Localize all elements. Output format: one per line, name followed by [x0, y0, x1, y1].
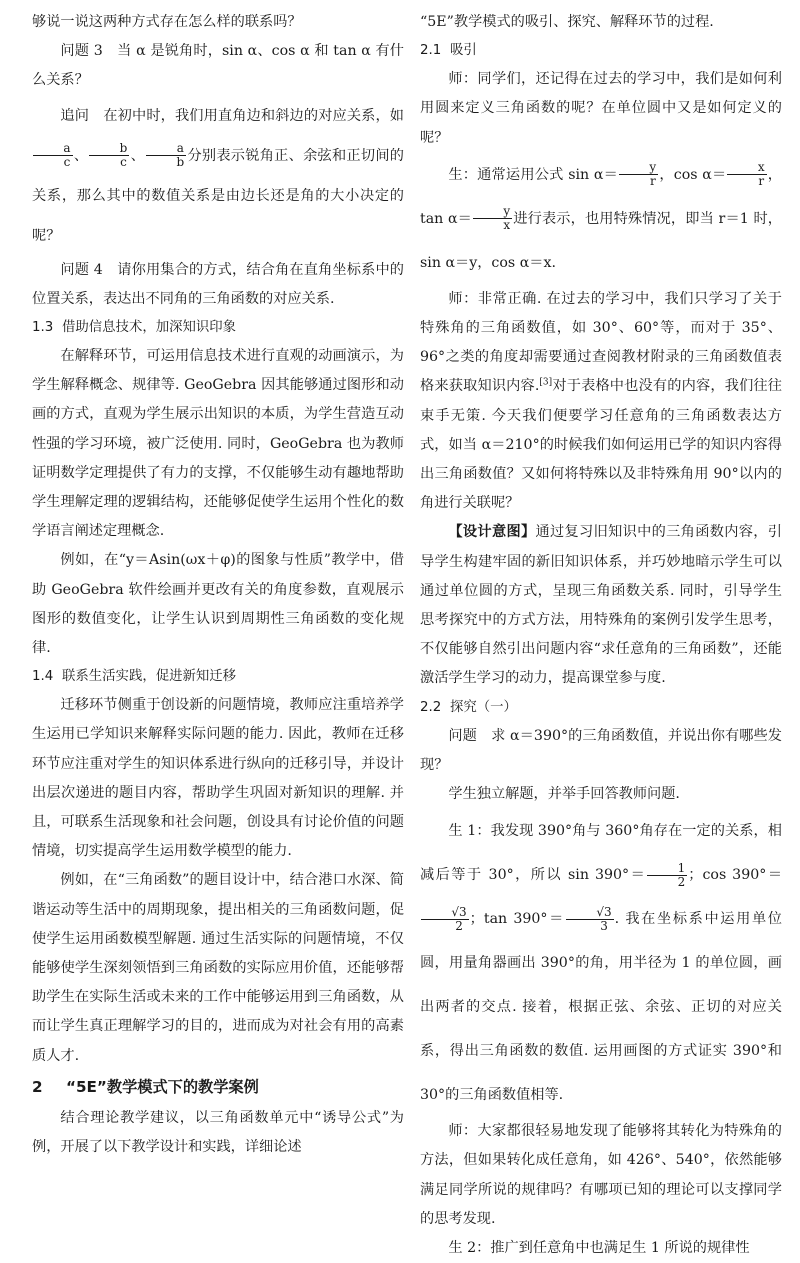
fraction-numerator: b: [89, 142, 129, 156]
fraction-numerator: √3: [421, 906, 469, 920]
answer-text: tan 390°＝: [483, 911, 565, 928]
paragraph-continued: 够说一说这两种方式存在怎么样的联系吗？: [32, 14, 302, 30]
design-intent-label: 【设计意图】: [448, 524, 536, 541]
subsection-1-3-heading: [32, 314, 404, 342]
remark-text: 对于表格中也没有的内容，我们往往束手无策. 今天我们便要学习任意角的三角函数表达方式，如当 α＝210°的时候我们如何运用已学的知识内容得出三角函数值？又如何将特殊以及非特殊角用 90°以内的角进行关联呢？: [420, 378, 782, 512]
student-1-answer: [420, 809, 782, 1117]
paragraph-1-4-b: 例如，在“三角函数”的题目设计中，结合港口水深、简谐运动等生活中的周期现象，提出相关的三角函数问题，促使学生运用函数模型解题. 通过生活实际的问题情境，不仅能够使学生深刻领悟到三角函数的实际应用价值，还能够帮助学生在实际生活或未来的工作中能够运用到三角函数，从而让学生真正理解学习的目的，进而成为对社会有用的高素质人才.: [32, 872, 404, 1064]
fraction-denominator: 2: [455, 918, 463, 933]
fraction-x-over-r: [727, 161, 766, 188]
fraction-root3-over-2: [421, 906, 469, 933]
subsection-title: 吸引: [450, 43, 477, 59]
fraction-numerator: √3: [566, 906, 614, 920]
answer-text: 进行表示，也用特殊情况，即当 r＝1 时，sin α＝y，cos α＝x.: [420, 210, 782, 271]
design-intent: [420, 518, 782, 693]
fraction-numerator: y: [473, 205, 512, 219]
subsection-2-1-heading: [420, 37, 782, 65]
design-intent-text: 通过复习旧知识中的三角函数内容，引导学生构建牢固的新旧知识体系，并巧妙地暗示学生可以通过单位圆的方式，呈现三角函数关系. 同时，引导学生思考探究中的方式方法，用特殊角的案例引发学生思考，不仅能够自然引出问题内容“求任意角的三角函数”，还能激活学生学习的动力，提高课堂参与度.: [420, 524, 782, 687]
subsection-title: 探究（一）: [450, 699, 517, 715]
follow-up-text-1: 追问 在初中时，我们用直角边和斜边的对应关系，如: [60, 107, 404, 124]
fraction-numerator: a: [33, 142, 73, 156]
question-3: 问题 3 当 α 是锐角时，sin α、cos α 和 tan α 有什么关系？: [32, 43, 404, 89]
fraction-denominator: b: [176, 155, 185, 170]
paragraph-1-3-b: 例如，在“y＝Asin(ωx＋φ)的图象与性质”教学中，借助 GeoGebra 软件绘画并更改有关的角度参数，直观展示图形的数值变化，让学生认识到周期性三角函数的变化规律.: [32, 552, 404, 657]
follow-up-question: [32, 96, 404, 256]
fraction-numerator: x: [727, 161, 766, 175]
section-number: 2: [32, 1077, 43, 1096]
subsection-number: 1.4: [32, 669, 54, 685]
separator: 、: [130, 147, 146, 164]
student-2-answer: 生 2：推广到任意角中也满足生 1 所说的规律性: [448, 1240, 750, 1257]
student-answer-definitions: [420, 153, 782, 285]
subsection-title: 借助信息技术，加深知识印象: [62, 320, 237, 336]
follow-up-text-2: 分别表示锐角正、余弦和正切间的关系，那么其中的数值关系是由边长还是角的大小决定的呢？: [32, 147, 404, 244]
paragraph-2-intro: 结合理论教学建议，以三角函数单元中“诱导公式”为例，开展了以下教学设计和实践，详细论述: [32, 1109, 404, 1156]
subsection-title: 联系生活实践，促进新知迁移: [62, 669, 237, 685]
answer-text: ；: [469, 911, 484, 928]
answer-text: . 我在坐标系中运用单位圆，用量角器画出 390°的角，用半径为 1 的单位圆，画出两者的交点. 接着，根据正弦、余弦、正切的对应关系，得出三角函数的数值. 运用画图的方式证实 390°和 30°的三角函数值相等.: [420, 911, 782, 1104]
answer-text: ；cos 390°＝: [688, 867, 783, 884]
fraction-y-over-r: [619, 161, 658, 188]
right-column: [420, 8, 782, 1263]
answer-text: ，cos α＝: [659, 166, 727, 183]
fraction-numerator: a: [146, 142, 186, 156]
fraction-denominator: r: [649, 174, 656, 189]
fraction-denominator: c: [63, 155, 71, 170]
left-column: [32, 8, 404, 1162]
paragraph-continued: “5E”教学模式的吸引、探究、解释环节的过程.: [420, 14, 714, 30]
answer-text: ，tan α＝: [420, 166, 782, 227]
question-4: 问题 4 请你用集合的方式，结合角在直角坐标系中的位置关系，表达出不同角的三角函数的对应关系.: [32, 261, 404, 307]
answer-text: 生：通常运用公式 sin α＝: [448, 166, 619, 183]
subsection-1-4-heading: [32, 663, 404, 691]
paragraph-1-3-a: 在解释环节，可运用信息技术进行直观的动画演示，为学生解释概念、规律等. GeoGebra 因其能够通过图形和动画的方式，直观为学生展示出知识的本质，为学生营造互动性强的学习环境，被广泛使用. 同时，GeoGebra 也为教师证明数学定理提供了有力的支撑，不仅能够生动有趣地帮助学生理解定理的逻辑结构，还能够促使学生运用个性化的数学语言阐述定理概念.: [32, 348, 404, 540]
subsection-number: 2.2: [420, 699, 442, 715]
fraction-denominator: r: [758, 174, 765, 189]
solve-instruction: 学生独立解题，并举手回答教师问题.: [448, 786, 680, 803]
answer-text: 生 1：我发现 390°角与 360°角存在一定的关系，相减后等于 30°，所以 sin 390°＝: [420, 823, 782, 884]
section-title: “5E”教学模式下的教学案例: [66, 1077, 259, 1096]
fraction-numerator: 1: [647, 862, 687, 876]
fraction-1-over-2: [647, 862, 687, 889]
section-2-heading: [32, 1071, 404, 1104]
fraction-denominator: 2: [677, 874, 686, 889]
teacher-remark-2: [420, 285, 782, 519]
fraction-y-over-x: [473, 205, 512, 232]
fraction-a-over-b: [146, 142, 186, 169]
fraction-a-over-c: [33, 142, 73, 169]
remark-text: 师：非常正确. 在过去的学习中，我们只学习了关于特殊角的三角函数值，如 30°、60°等，而对于 35°、96°之类的角度却需要通过查阅教材附录的三角函数值表格来获取知识内容.: [420, 290, 782, 395]
subsection-number: 2.1: [420, 43, 442, 59]
fraction-root3-over-3: [566, 906, 614, 933]
teacher-remark-3: 师：大家都很轻易地发现了能够将其转化为特殊角的方法，但如果转化成任意角，如 426°、540°，依然能够满足同学所说的规律吗？有哪项已知的理论可以支撑同学的思考发现.: [420, 1123, 782, 1227]
paragraph-1-4-a: 迁移环节侧重于创设新的问题情境，教师应注重培养学生运用已学知识来解释实际问题的能力. 因此，教师在迁移环节应注重对学生的知识体系进行纵向的迁移引导，并设计出层次递进的题目内容，帮助学生巩固对新知识的理解. 并且，可联系生活现象和社会问题，创设具有讨论价值的问题情境，切实提高学生运用数学模型的能力.: [32, 697, 404, 860]
fraction-numerator: y: [619, 161, 658, 175]
problem-statement: 问题 求 α＝390°的三角函数值，并说出你有哪些发现？: [420, 727, 782, 773]
fraction-denominator: c: [120, 155, 127, 170]
subsection-number: 1.3: [32, 320, 54, 336]
citation-ref: [3]: [539, 377, 553, 388]
fraction-denominator: 3: [600, 918, 608, 933]
subsection-2-2-heading: [420, 694, 782, 722]
fraction-denominator: x: [503, 218, 511, 233]
teacher-remark-1: 师：同学们，还记得在过去的学习中，我们是如何利用圆来定义三角函数的呢？在单位圆中又是如何定义的呢？: [420, 71, 782, 146]
fraction-b-over-c: [89, 142, 129, 169]
separator: 、: [73, 147, 89, 164]
